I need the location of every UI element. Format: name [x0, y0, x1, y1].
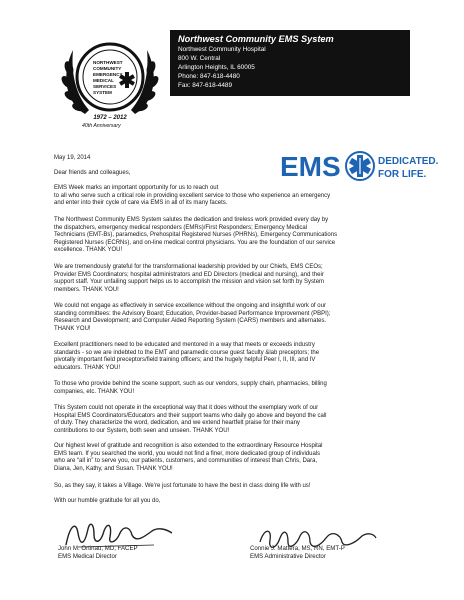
- paragraph-5: Excellent practitioners need to be educated and mentored in a way that meets or exceeds industry standards - so we are indebted to the EMT and paramedic course guest faculty &lab preceptors; the pivotally important field preceptors/field training officers; and the hugely helpful Peer I, II, III, and IV educators. THANK YOU!: [54, 342, 320, 371]
- seal-line-1: NORTHWEST: [93, 60, 123, 65]
- signer-1-name: John M. Ortinau, MD, FACEP: [58, 545, 138, 552]
- organization-name: Northwest Community EMS System: [178, 34, 334, 44]
- fax-line: Fax: 847-618-4489: [178, 82, 233, 89]
- ems-system-seal-logo: [55, 22, 165, 132]
- seal-line-4: MEDICAL: [93, 78, 114, 83]
- seal-line-2: COMMUNITY: [93, 66, 122, 71]
- seal-line-6: SYSTEM: [93, 90, 112, 95]
- seal-line-5: SERVICES: [93, 84, 117, 89]
- signer-2: [250, 545, 345, 560]
- address-line: 800 W. Central: [178, 55, 221, 62]
- address-line: Northwest Community Hospital: [178, 46, 266, 53]
- letter-greeting: Dear friends and colleagues,: [54, 170, 131, 176]
- paragraph-8: Our highest level of gratitude and recognition is also extended to the extraordinary Resource Hospital EMS team. If you searched the world, you would not find a finer, more dedicated group of individuals who are “all in” to serve you, our patients, customers, and communities of interest than Chris, Dara, Diana, Jen, Kathy, and Susan. THANK YOU!: [54, 443, 323, 472]
- paragraph-9: So, as they say, it takes a Village. We’re just fortunate to have the best in class doing life with us!: [54, 483, 311, 489]
- paragraph-4: We could not engage as effectively in service excellence without the ongoing and insightful work of our standing committees: the Advisory Board; Education, Provider-based Performance Improvement (PBPI); Research and Development; and Computer Aided Reporting System (CARS) members and alternates. THANK YOU!: [54, 303, 331, 332]
- paragraph-3: We are tremendously grateful for the transformational leadership provided by our Chiefs, EMS CEOs; Provider EMS Coordinators; hospital administrators and ED Directors (medical and nursing), and their support staff. Your unfailing support helps us to accomplish the mission and vision set forth by System members. THANK YOU!: [54, 264, 325, 293]
- seal-line-3: EMERGENCY: [93, 72, 123, 77]
- tagline-1: DEDICATED.: [378, 156, 439, 167]
- signer-2-name: Connie J. Mattera, MS, RN, EMT-P: [250, 545, 345, 552]
- tagline-2: FOR LIFE.: [378, 169, 427, 180]
- paragraph-6: To those who provide behind the scene support, such as our vendors, supply chain, pharmacies, billing companies, etc. THANK YOU!: [54, 381, 327, 395]
- letterhead-box: [170, 30, 410, 96]
- phone-line: Phone: 847-618-4480: [178, 73, 240, 80]
- signer-2-title: EMS Administrative Director: [250, 552, 326, 560]
- letter-closing: With our humble gratitude for all you do,: [54, 498, 161, 504]
- anniversary-text: 40th Anniversary: [82, 123, 121, 129]
- letter-date: May 19, 2014: [54, 155, 91, 161]
- paragraph-2: The Northwest Community EMS System salutes the dedication and tireless work provided every day by the dispatchers, emergency medical responders (EMRs)/First Responders; Emergency Medical Technicians (EMT-Bs), paramedics, Prehospital Registered Nurses (PHRNs), Emergency Communications Registered Nurses (ECRNs), and on-line medical control physicians. You are the foundation of our service excellence. THANK YOU!: [54, 217, 338, 254]
- paragraph-1: EMS Week marks an important opportunity for us to reach out to all who serve such a critical role in providing excellent service to those who experience an emergency and enter into their cycle of care via EMS in all of its many facets.: [54, 185, 331, 207]
- paragraph-7: This System could not operate in the exceptional way that it does without the exemplary work of our Hospital EMS Coordinators/Educators and their support teams who daily go above and beyond the call of duty. They characterize the word, dedication, and we extend heartfelt praise for their many contributions to our System, both seen and unseen. THANK YOU!: [54, 405, 327, 434]
- ems-word: EMS: [280, 151, 341, 182]
- seal-years: 1972 – 2012: [93, 115, 127, 121]
- signer-1-title: EMS Medical Director: [58, 552, 117, 560]
- address-line: Arlington Heights, IL 60005: [178, 64, 255, 71]
- signer-1: [58, 545, 138, 560]
